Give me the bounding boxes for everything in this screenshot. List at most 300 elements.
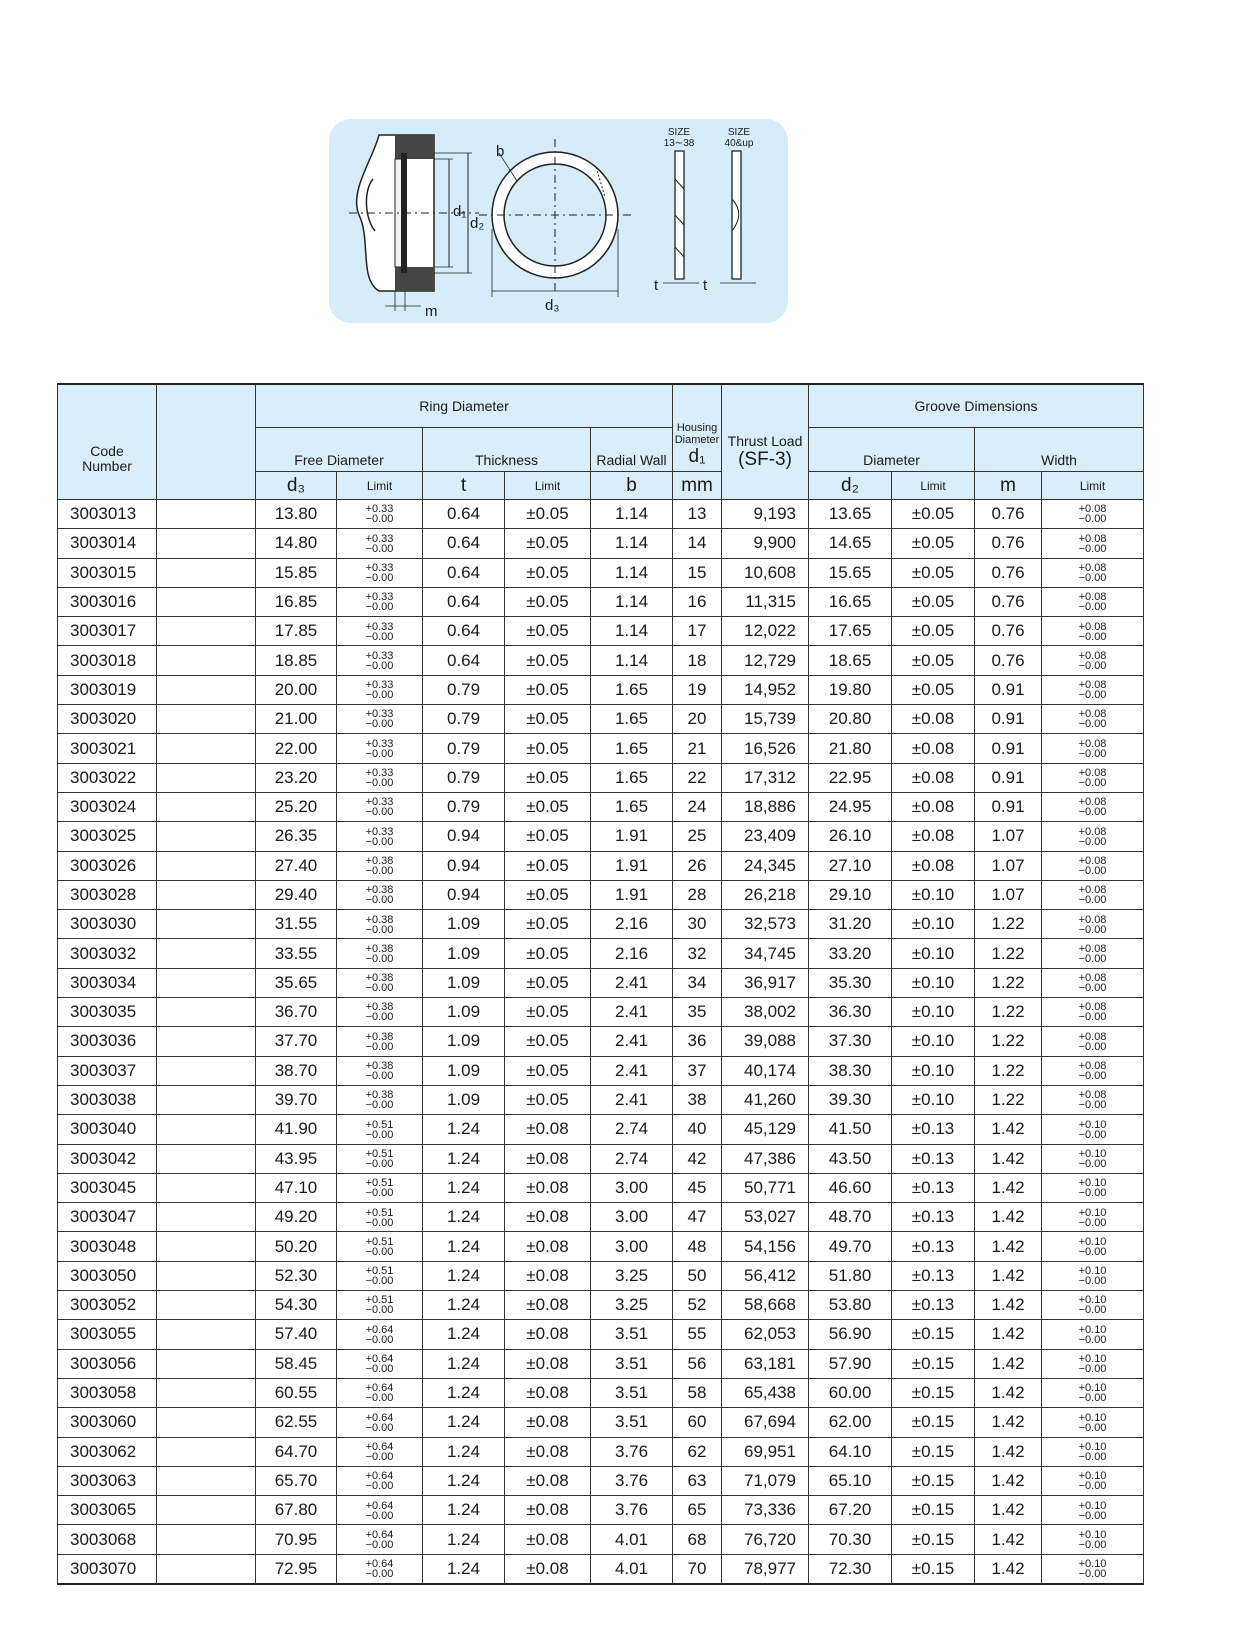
tolerance-value: −0.00 [365,835,394,848]
cell-m: 0.76 [975,587,1042,616]
cell-thrust-load: 10,608 [722,558,809,587]
cell-t-limit: ±0.05 [505,910,591,939]
size-small-label: SIZE 13∼38 [663,127,695,149]
cell-d1: 22 [673,763,722,792]
cell-t-limit: ±0.08 [505,1437,591,1466]
tolerance-value: −0.00 [365,1392,394,1405]
cell-d3: 57.40 [256,1320,337,1349]
cell-t: 1.24 [423,1349,505,1378]
tolerance-value: +0.10 [1078,1235,1107,1248]
tolerance-value: −0.00 [1078,1304,1107,1317]
cell-t-limit: ±0.08 [505,1349,591,1378]
diagram-label-b: b [496,143,505,160]
cell-b: 1.14 [591,617,673,646]
cell-b: 1.65 [591,763,673,792]
cell-d3: 54.30 [256,1291,337,1320]
cell-blank [157,734,256,763]
cell-t-limit: ±0.05 [505,1056,591,1085]
cell-d2-limit: ±0.05 [892,617,975,646]
cell-d2-limit: ±0.10 [892,1027,975,1056]
cell-d2: 38.30 [809,1056,892,1085]
cell-d3: 14.80 [256,529,337,558]
cell-d2-limit: ±0.10 [892,939,975,968]
cell-m: 1.42 [975,1554,1042,1584]
cell-code: 3003034 [58,968,157,997]
cell-d1: 62 [673,1437,722,1466]
cell-thrust-load: 24,345 [722,851,809,880]
cell-blank [157,1496,256,1525]
cell-d2: 19.80 [809,675,892,704]
cell-d1: 18 [673,646,722,675]
table-body [58,500,1144,1584]
cell-t-limit: ±0.05 [505,763,591,792]
cell-t: 1.24 [423,1291,505,1320]
cell-thrust-load: 76,720 [722,1525,809,1554]
cell-t-limit: ±0.08 [505,1466,591,1495]
cell-blank [157,617,256,646]
cell-d3: 26.35 [256,822,337,851]
tolerance [1079,1559,1107,1579]
cell-d3: 15.85 [256,558,337,587]
cell-m: 0.76 [975,529,1042,558]
cell-b: 2.74 [591,1144,673,1173]
cell-d1: 24 [673,792,722,821]
table-row [58,1408,1144,1437]
cell-d1: 34 [673,968,722,997]
table-row [58,1027,1144,1056]
cell-d2: 49.70 [809,1232,892,1261]
tolerance-value: +0.51 [365,1235,394,1248]
cell-b: 1.91 [591,851,673,880]
cell-d2-limit: ±0.10 [892,910,975,939]
cell-d1: 26 [673,851,722,880]
cell-blank [157,1291,256,1320]
cell-d3-limit [337,792,423,821]
cell-d2-limit: ±0.15 [892,1378,975,1407]
cell-m-limit [1042,910,1144,939]
cell-d2-limit: ±0.08 [892,822,975,851]
tolerance-value: −0.00 [365,806,394,819]
cell-t-limit: ±0.05 [505,500,591,529]
cell-m-limit [1042,587,1144,616]
cell-thrust-load: 32,573 [722,910,809,939]
tolerance [366,1266,394,1286]
cell-t: 0.64 [423,587,505,616]
cell-d2-limit: ±0.10 [892,880,975,909]
table-row [58,705,1144,734]
tolerance-value: +0.08 [1078,854,1107,867]
tolerance-value: +0.33 [365,503,394,516]
cell-d2: 31.20 [809,910,892,939]
cell-d2: 16.65 [809,587,892,616]
cell-code: 3003020 [58,705,157,734]
cell-thrust-load: 16,526 [722,734,809,763]
tolerance [1079,709,1107,729]
tolerance-value: +0.08 [1078,884,1107,897]
cell-d3-limit [337,910,423,939]
tolerance-value: +0.08 [1078,503,1107,516]
cell-t: 0.64 [423,558,505,587]
tolerance-value: −0.00 [365,1245,394,1258]
cell-b: 3.00 [591,1232,673,1261]
tolerance [1079,1471,1107,1491]
cell-t: 1.24 [423,1378,505,1407]
tolerance-value: +0.51 [365,1118,394,1131]
cell-d3-limit [337,529,423,558]
tolerance [366,1237,394,1257]
cell-d1: 40 [673,1115,722,1144]
tolerance-value: −0.00 [365,1538,394,1551]
header-blank [157,384,256,500]
cell-m-limit [1042,1437,1144,1466]
cell-d2: 65.10 [809,1466,892,1495]
cell-m: 1.22 [975,1085,1042,1114]
cell-d2-limit: ±0.05 [892,529,975,558]
cell-d2-limit: ±0.08 [892,763,975,792]
cell-d3: 58.45 [256,1349,337,1378]
tolerance [366,827,394,847]
tolerance-value: −0.00 [365,542,394,555]
cell-d3: 52.30 [256,1261,337,1290]
cell-d3: 25.20 [256,792,337,821]
cell-d3: 16.85 [256,587,337,616]
header-housing-unit: mm [673,472,722,500]
table-row [58,880,1144,909]
cell-b: 4.01 [591,1525,673,1554]
cell-d1: 36 [673,1027,722,1056]
cell-d2-limit: ±0.08 [892,705,975,734]
header-groove-dimensions: Groove Dimensions [809,384,1144,428]
cell-blank [157,646,256,675]
tolerance-value: −0.00 [1078,923,1107,936]
cell-code: 3003052 [58,1291,157,1320]
tolerance [366,1002,394,1022]
cell-code: 3003014 [58,529,157,558]
cell-d3-limit [337,646,423,675]
cell-t: 1.24 [423,1496,505,1525]
cell-code: 3003045 [58,1173,157,1202]
table-row [58,1466,1144,1495]
tolerance-value: +0.33 [365,679,394,692]
ring-diagram [329,119,788,323]
tolerance-value: +0.38 [365,1089,394,1102]
tolerance [366,1120,394,1140]
tolerance [366,1178,394,1198]
cell-m: 1.42 [975,1408,1042,1437]
cell-thrust-load: 71,079 [722,1466,809,1495]
header-d2-limit: Limit [892,472,975,500]
diagram-label-t-left: t [654,277,659,294]
cell-code: 3003030 [58,910,157,939]
cell-d3: 33.55 [256,939,337,968]
cell-t-limit: ±0.05 [505,792,591,821]
header-code-number: Code Number [58,384,157,500]
cell-t-limit: ±0.05 [505,1027,591,1056]
tolerance-value: +0.08 [1078,767,1107,780]
cell-thrust-load: 65,438 [722,1378,809,1407]
cell-code: 3003048 [58,1232,157,1261]
tolerance-value: +0.10 [1078,1499,1107,1512]
cell-thrust-load: 9,900 [722,529,809,558]
cell-d3-limit [337,822,423,851]
tolerance-value: +0.33 [365,620,394,633]
table-row [58,1525,1144,1554]
cell-thrust-load: 40,174 [722,1056,809,1085]
cell-blank [157,968,256,997]
cell-t-limit: ±0.05 [505,558,591,587]
header-thickness: Thickness [423,428,591,472]
table-row [58,617,1144,646]
cell-code: 3003055 [58,1320,157,1349]
cell-blank [157,675,256,704]
cell-m: 0.91 [975,792,1042,821]
tolerance-value: −0.00 [1078,572,1107,584]
cell-b: 2.16 [591,939,673,968]
cell-thrust-load: 12,022 [722,617,809,646]
tolerance [1079,1149,1107,1169]
cell-t: 1.09 [423,968,505,997]
tolerance-value: +0.10 [1078,1147,1107,1160]
cell-code: 3003042 [58,1144,157,1173]
cell-t: 0.94 [423,880,505,909]
cell-d2: 33.20 [809,939,892,968]
cell-t-limit: ±0.05 [505,968,591,997]
header-thrust-load: Thrust Load (SF-3) [722,384,809,500]
cell-d3-limit [337,1173,423,1202]
cell-thrust-load: 38,002 [722,998,809,1027]
header-sym-t: t [423,472,505,500]
tolerance-value: −0.00 [1078,1450,1107,1463]
tolerance-value: +0.08 [1078,679,1107,692]
cell-d1: 32 [673,939,722,968]
table-row [58,1437,1144,1466]
tolerance-value: −0.00 [365,659,394,672]
cell-m: 1.07 [975,880,1042,909]
diagram-label-t-right: t [703,277,708,294]
tolerance-value: +0.10 [1078,1382,1107,1395]
table-row [58,1056,1144,1085]
tolerance-value: +0.33 [365,737,394,750]
cell-d3: 65.70 [256,1466,337,1495]
cell-blank [157,529,256,558]
cell-m-limit [1042,1466,1144,1495]
cell-d3: 67.80 [256,1496,337,1525]
cell-d2-limit: ±0.13 [892,1232,975,1261]
cell-m: 1.42 [975,1437,1042,1466]
cell-d3: 64.70 [256,1437,337,1466]
tolerance-value: +0.10 [1078,1294,1107,1307]
cell-d1: 28 [673,880,722,909]
cell-blank [157,1320,256,1349]
tolerance-value: −0.00 [1078,1157,1107,1170]
cell-d1: 45 [673,1173,722,1202]
cell-b: 1.14 [591,587,673,616]
cell-d2-limit: ±0.13 [892,1115,975,1144]
ring-side-large [732,151,741,279]
tolerance [366,1295,394,1315]
cell-m: 1.22 [975,1027,1042,1056]
tolerance [1079,797,1107,817]
tolerance [1079,973,1107,993]
tolerance [366,885,394,905]
cell-m-limit [1042,763,1144,792]
cell-m: 1.42 [975,1203,1042,1232]
cell-d2: 37.30 [809,1027,892,1056]
cell-blank [157,1027,256,1056]
cell-d1: 38 [673,1085,722,1114]
cell-thrust-load: 58,668 [722,1291,809,1320]
tolerance-value: −0.00 [365,1421,394,1434]
cell-m: 0.76 [975,558,1042,587]
tolerance-value: −0.00 [1078,894,1107,907]
cell-t: 1.09 [423,910,505,939]
cell-d2-limit: ±0.13 [892,1291,975,1320]
tolerance-value: −0.00 [365,894,394,907]
tolerance [1079,1208,1107,1228]
table-row [58,1554,1144,1584]
cell-code: 3003019 [58,675,157,704]
tolerance-value: −0.00 [365,864,394,877]
tolerance [1079,504,1107,524]
cell-b: 3.51 [591,1349,673,1378]
table-row [58,558,1144,587]
cell-m-limit [1042,1320,1144,1349]
cell-d2-limit: ±0.10 [892,998,975,1027]
cell-code: 3003040 [58,1115,157,1144]
cell-b: 1.65 [591,734,673,763]
tolerance-value: +0.10 [1078,1528,1107,1541]
header-groove-diameter: Diameter [809,428,975,472]
cell-d2-limit: ±0.13 [892,1261,975,1290]
tolerance [1079,885,1107,905]
cell-m-limit [1042,939,1144,968]
cell-blank [157,1554,256,1584]
cell-m: 1.42 [975,1496,1042,1525]
tolerance [366,1354,394,1374]
cell-thrust-load: 41,260 [722,1085,809,1114]
tolerance-value: +0.10 [1078,1411,1107,1424]
cell-t: 0.79 [423,792,505,821]
cell-d2: 43.50 [809,1144,892,1173]
tolerance [366,1559,394,1579]
cell-t: 1.24 [423,1466,505,1495]
tolerance-value: −0.00 [365,777,394,790]
tolerance [366,709,394,729]
cell-m-limit [1042,617,1144,646]
cell-m-limit [1042,880,1144,909]
tolerance-value: +0.33 [365,767,394,780]
tolerance [1079,944,1107,964]
tolerance [1079,1120,1107,1140]
tolerance [1079,1501,1107,1521]
cell-d2: 22.95 [809,763,892,792]
cell-code: 3003036 [58,1027,157,1056]
cell-d2-limit: ±0.05 [892,587,975,616]
cell-d1: 55 [673,1320,722,1349]
cell-thrust-load: 11,315 [722,587,809,616]
cell-code: 3003015 [58,558,157,587]
table-row [58,1115,1144,1144]
tolerance-value: −0.00 [365,601,394,614]
cell-d3-limit [337,1496,423,1525]
ring-diagram-drawing [329,119,788,323]
cell-t-limit: ±0.08 [505,1144,591,1173]
cell-code: 3003065 [58,1496,157,1525]
cell-m: 1.22 [975,939,1042,968]
cell-blank [157,880,256,909]
cell-b: 3.25 [591,1291,673,1320]
diagram-label-m: m [425,303,438,320]
cell-d2: 29.10 [809,880,892,909]
tolerance-value: +0.38 [365,942,394,955]
cell-d2-limit: ±0.08 [892,792,975,821]
cell-t-limit: ±0.05 [505,617,591,646]
cell-d2-limit: ±0.13 [892,1173,975,1202]
cell-d1: 19 [673,675,722,704]
cell-b: 3.76 [591,1496,673,1525]
cell-d1: 68 [673,1525,722,1554]
tolerance-value: +0.33 [365,796,394,809]
tolerance-value: +0.10 [1078,1177,1107,1190]
cell-blank [157,1085,256,1114]
cell-d1: 56 [673,1349,722,1378]
cell-code: 3003024 [58,792,157,821]
tolerance-value: +0.38 [365,1030,394,1043]
table-row [58,1378,1144,1407]
cell-d1: 70 [673,1554,722,1584]
tolerance [366,915,394,935]
cell-blank [157,587,256,616]
cell-d3: 17.85 [256,617,337,646]
cell-code: 3003060 [58,1408,157,1437]
cell-b: 2.41 [591,998,673,1027]
tolerance [1079,1266,1107,1286]
tolerance [366,856,394,876]
cell-d3-limit [337,939,423,968]
cell-t: 1.24 [423,1261,505,1290]
cell-t: 1.09 [423,1027,505,1056]
cell-blank [157,822,256,851]
tolerance [1079,1383,1107,1403]
cell-b: 1.14 [591,646,673,675]
cell-thrust-load: 50,771 [722,1173,809,1202]
cell-d3-limit [337,705,423,734]
header-d3-limit: Limit [337,472,423,500]
cell-blank [157,1349,256,1378]
cell-m-limit [1042,529,1144,558]
tolerance-value: −0.00 [365,630,394,643]
tolerance-value: +0.08 [1078,591,1107,604]
cell-m: 1.07 [975,851,1042,880]
cell-d3: 38.70 [256,1056,337,1085]
diagram-label-d1: d₁ [453,203,467,220]
cell-d1: 15 [673,558,722,587]
tolerance-value: +0.51 [365,1294,394,1307]
cell-blank [157,1203,256,1232]
cell-d2: 51.80 [809,1261,892,1290]
cell-d2-limit: ±0.10 [892,1056,975,1085]
tolerance-value: −0.00 [365,1216,394,1229]
tolerance-value: −0.00 [1078,835,1107,848]
tolerance-value: −0.00 [1078,718,1107,731]
cell-d2: 56.90 [809,1320,892,1349]
tolerance [1079,1002,1107,1022]
cell-thrust-load: 36,917 [722,968,809,997]
cell-m: 1.42 [975,1144,1042,1173]
cell-m-limit [1042,1085,1144,1114]
cell-d1: 14 [673,529,722,558]
cell-d3-limit [337,1085,423,1114]
